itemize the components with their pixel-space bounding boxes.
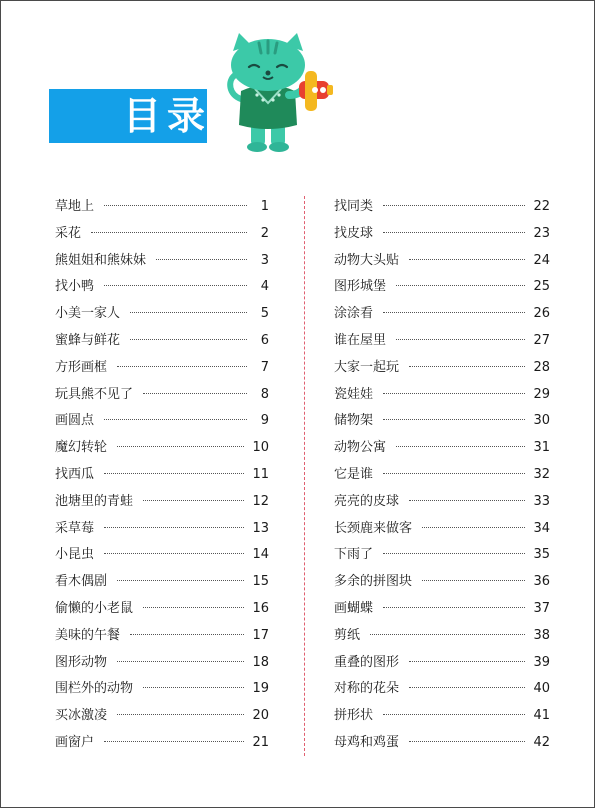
- toc-entry-title: 多余的拼图块: [334, 574, 413, 590]
- toc-entry-page: 24: [533, 252, 550, 268]
- dot-leader: [409, 661, 525, 662]
- toc-entry-page: 17: [252, 627, 269, 643]
- toc-entry-title: 小美一家人: [55, 306, 121, 322]
- toc-entry-title: 看木偶剧: [55, 574, 108, 590]
- dot-leader: [396, 446, 525, 447]
- toc-entry[interactable]: [334, 462, 550, 489]
- dot-leader: [104, 527, 244, 528]
- toc-entry[interactable]: [334, 703, 550, 730]
- toc-entry-title: 动物公寓: [334, 440, 387, 456]
- toc-entry-page: 19: [252, 681, 269, 697]
- dot-leader: [409, 366, 525, 367]
- toc-entry-title: 蜜蜂与鲜花: [55, 332, 121, 348]
- toc-entry-page: 21: [252, 734, 269, 750]
- toc-entry-title: 瓷娃娃: [334, 386, 374, 402]
- toc-entry[interactable]: [334, 569, 550, 596]
- dot-leader: [117, 661, 244, 662]
- toc-entry[interactable]: [55, 435, 269, 462]
- dot-leader: [383, 205, 525, 206]
- toc-entry-title: 画窗户: [55, 734, 95, 750]
- toc-entry-title: 大家一起玩: [334, 359, 400, 375]
- dot-leader: [104, 285, 247, 286]
- column-divider: [304, 196, 305, 756]
- toc-entry[interactable]: [334, 623, 550, 650]
- toc-entry[interactable]: [334, 301, 550, 328]
- dot-leader: [143, 687, 244, 688]
- toc-column-left: [55, 194, 269, 757]
- dot-leader: [143, 500, 244, 501]
- toc-entry[interactable]: [55, 489, 269, 516]
- toc-entry-title: 拼形状: [334, 708, 374, 724]
- toy-plane-icon: [299, 71, 333, 111]
- dot-leader: [130, 634, 244, 635]
- toc-entry-title: 草地上: [55, 199, 95, 214]
- toc-entry-page: 11: [252, 466, 269, 482]
- toc-entry[interactable]: [55, 516, 269, 543]
- toc-entry-page: 4: [260, 279, 269, 295]
- dot-leader: [156, 259, 247, 260]
- toc-entry-page: 6: [260, 332, 269, 348]
- toc-entry-title: 魔幻转轮: [55, 440, 108, 456]
- toc-entry-title: 找小鸭: [55, 279, 95, 295]
- toc-entry[interactable]: [55, 596, 269, 623]
- toc-entry-title: 它是谁: [334, 466, 374, 482]
- dot-leader: [383, 553, 525, 554]
- toc-entry-page: 35: [533, 547, 550, 563]
- toc-column-right: [334, 194, 550, 757]
- dot-leader: [130, 339, 247, 340]
- toc-entry[interactable]: [334, 596, 550, 623]
- toc-entry-page: 41: [533, 708, 550, 724]
- toc-entry-title: 找同类: [334, 199, 374, 214]
- toc-entry-page: 29: [533, 386, 550, 402]
- toc-entry-page: 38: [533, 627, 550, 643]
- toc-entry-page: 5: [260, 306, 269, 322]
- toc-entry-title: 画圆点: [55, 413, 95, 429]
- toc-entry-page: 42: [533, 734, 550, 750]
- dot-leader: [383, 393, 525, 394]
- toc-entry-page: 28: [533, 359, 550, 375]
- toc-entry-page: 30: [533, 413, 550, 429]
- toc-entry[interactable]: [55, 623, 269, 650]
- toc-entry[interactable]: [334, 489, 550, 516]
- toc-entry-title: 方形画框: [55, 359, 108, 375]
- toc-entry-page: 33: [533, 493, 550, 509]
- dot-leader: [383, 232, 525, 233]
- dot-leader: [409, 687, 525, 688]
- toc-entry-page: 16: [252, 600, 269, 616]
- dot-leader: [422, 527, 525, 528]
- toc-entry-page: 26: [533, 306, 550, 322]
- dot-leader: [117, 714, 244, 715]
- dot-leader: [370, 634, 525, 635]
- toc-entry[interactable]: [55, 730, 269, 757]
- toc-entry-page: 37: [533, 600, 550, 616]
- toc-entry-title: 母鸡和鸡蛋: [334, 734, 400, 750]
- toc-entry-title: 玩具熊不见了: [55, 386, 134, 402]
- toc-entry-page: 9: [260, 413, 269, 429]
- toc-entry[interactable]: [334, 676, 550, 703]
- toc-entry-title: 采草莓: [55, 520, 95, 536]
- toc-entry-page: 14: [252, 547, 269, 563]
- toc-entry-page: 7: [260, 359, 269, 375]
- toc-entry[interactable]: [55, 274, 269, 301]
- dot-leader: [91, 232, 247, 233]
- toc-entry-title: 池塘里的青蛙: [55, 493, 134, 509]
- toc-entry-page: 13: [252, 520, 269, 536]
- toc-entry-title: 熊姐姐和熊妹妹: [55, 252, 147, 268]
- dot-leader: [396, 339, 525, 340]
- toc-entry-page: 15: [252, 574, 269, 590]
- toc-entry-page: 10: [252, 440, 269, 456]
- toc-entry[interactable]: [55, 382, 269, 409]
- toc-entry-page: 32: [533, 466, 550, 482]
- dot-leader: [104, 419, 247, 420]
- toc-entry-title: 动物大头贴: [334, 252, 400, 268]
- toc-entry-page: 25: [533, 279, 550, 295]
- toc-entry[interactable]: [55, 542, 269, 569]
- toc-entry[interactable]: [334, 542, 550, 569]
- toc-entry-title: 找西瓜: [55, 466, 95, 482]
- toc-entry[interactable]: [334, 408, 550, 435]
- toc-entry[interactable]: [334, 194, 550, 221]
- toc-entry[interactable]: [55, 703, 269, 730]
- toc-entry-page: 40: [533, 681, 550, 697]
- dot-leader: [383, 607, 525, 608]
- dot-leader: [104, 473, 244, 474]
- dot-leader: [409, 259, 525, 260]
- toc-entry[interactable]: [334, 435, 550, 462]
- toc-entry-title: 长颈鹿来做客: [334, 520, 413, 536]
- toc-entry-page: 12: [252, 493, 269, 509]
- toc-entry[interactable]: [55, 248, 269, 275]
- toc-entry-title: 图形动物: [55, 654, 108, 670]
- toc-entry-title: 画蝴蝶: [334, 600, 374, 616]
- dot-leader: [409, 500, 525, 501]
- dot-leader: [383, 473, 525, 474]
- toc-entry[interactable]: [334, 382, 550, 409]
- toc-entry-title: 重叠的图形: [334, 654, 400, 670]
- dot-leader: [130, 312, 247, 313]
- toc-entry[interactable]: [334, 328, 550, 355]
- toc-entry-title: 找皮球: [334, 225, 374, 241]
- dot-leader: [117, 446, 244, 447]
- dot-leader: [143, 607, 244, 608]
- toc-entry-title: 涂涂看: [334, 306, 374, 322]
- toc-entry-page: 22: [533, 199, 550, 214]
- toc-entry-page: 36: [533, 574, 550, 590]
- toc-entry-title: 对称的花朵: [334, 681, 400, 697]
- toc-entry-title: 谁在屋里: [334, 332, 387, 348]
- toc-entry[interactable]: [55, 676, 269, 703]
- dot-leader: [383, 714, 525, 715]
- toc-entry[interactable]: [55, 462, 269, 489]
- cat-mascot-icon: [219, 29, 337, 153]
- toc-entry-title: 采花: [55, 225, 82, 241]
- toc-entry[interactable]: [55, 221, 269, 248]
- toc-entry-title: 剪纸: [334, 627, 361, 643]
- dot-leader: [383, 312, 525, 313]
- toc-entry[interactable]: [55, 408, 269, 435]
- toc-entry-title: 买冰激凌: [55, 708, 108, 724]
- toc-entry[interactable]: [55, 650, 269, 677]
- toc-entry-page: 31: [533, 440, 550, 456]
- toc-entry-title: 美味的午餐: [55, 627, 121, 643]
- toc-entry[interactable]: [55, 328, 269, 355]
- toc-entry[interactable]: [55, 569, 269, 596]
- toc-entry-page: 39: [533, 654, 550, 670]
- toc-entry-title: 小昆虫: [55, 547, 95, 563]
- toc-entry-title: 图形城堡: [334, 279, 387, 295]
- toc-entry-page: 27: [533, 332, 550, 348]
- dot-leader: [104, 553, 244, 554]
- dot-leader: [422, 580, 525, 581]
- toc-entry-page: 23: [533, 225, 550, 241]
- toc-entry[interactable]: [55, 301, 269, 328]
- toc-entry-page: 3: [260, 252, 269, 268]
- toc-entry-page: 20: [252, 708, 269, 724]
- toc-entry[interactable]: [334, 355, 550, 382]
- toc-entry-page: 8: [260, 386, 269, 402]
- dot-leader: [143, 393, 247, 394]
- toc-entry[interactable]: [334, 516, 550, 543]
- toc-entry-title: 围栏外的动物: [55, 681, 134, 697]
- toc-entry-title: 偷懒的小老鼠: [55, 600, 134, 616]
- toc-entry[interactable]: [55, 355, 269, 382]
- dot-leader: [117, 580, 244, 581]
- dot-leader: [104, 205, 247, 206]
- toc-entry[interactable]: [55, 194, 269, 221]
- page-title: 目录: [123, 94, 212, 138]
- dot-leader: [104, 741, 244, 742]
- dot-leader: [409, 741, 525, 742]
- toc-entry[interactable]: [334, 221, 550, 248]
- toc-entry-title: 下雨了: [334, 547, 374, 563]
- toc-entry[interactable]: [334, 274, 550, 301]
- toc-entry[interactable]: [334, 248, 550, 275]
- toc-entry-page: 18: [252, 654, 269, 670]
- toc-entry-page: 34: [533, 520, 550, 536]
- dot-leader: [383, 419, 525, 420]
- toc-entry[interactable]: [334, 730, 550, 757]
- dot-leader: [117, 366, 247, 367]
- toc-entry-page: 2: [260, 225, 269, 241]
- toc-entry-title: 储物架: [334, 413, 374, 429]
- toc-entry-title: 亮亮的皮球: [334, 493, 400, 509]
- dot-leader: [396, 285, 525, 286]
- toc-entry[interactable]: [334, 650, 550, 677]
- toc-entry-page: 1: [260, 199, 269, 214]
